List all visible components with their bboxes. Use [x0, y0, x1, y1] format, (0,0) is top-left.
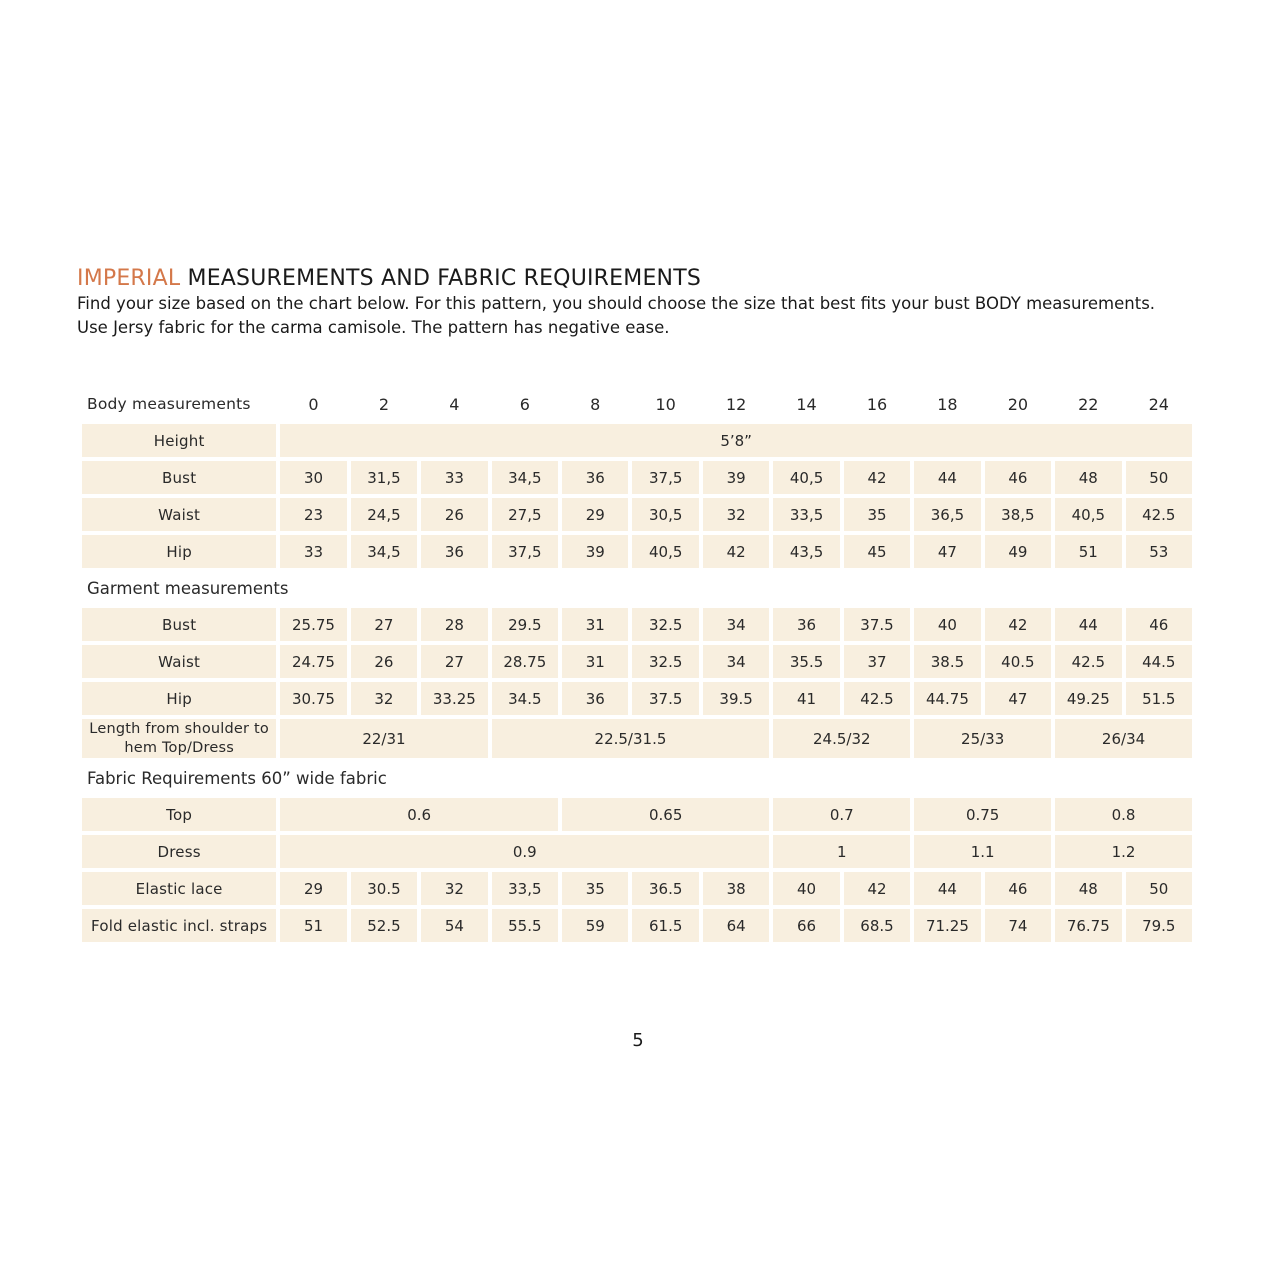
garment-hip-cell: 33.25 — [421, 682, 487, 715]
garment-hip-cell: 39.5 — [703, 682, 769, 715]
body-hip-cell: 33 — [280, 535, 346, 568]
size-header: 6 — [519, 394, 530, 414]
garment-waist-cell: 28.75 — [492, 645, 558, 678]
body-hip-cell: 51 — [1055, 535, 1121, 568]
row-label-bust: Bust — [82, 461, 276, 494]
table-row — [82, 498, 1192, 531]
fold-elastic-cell: 79.5 — [1126, 909, 1192, 942]
dress-cell: 1.2 — [1055, 835, 1192, 868]
garment-bust-cell: 29.5 — [492, 608, 558, 641]
garment-waist-cell: 26 — [351, 645, 417, 678]
body-waist-cell: 27,5 — [492, 498, 558, 531]
intro-text — [77, 292, 1227, 339]
size-header: 18 — [937, 394, 958, 414]
table-row — [82, 719, 1192, 758]
garment-bust-cell: 34 — [703, 608, 769, 641]
garment-waist-cell: 44.5 — [1126, 645, 1192, 678]
top-cell: 0.65 — [562, 798, 769, 831]
row-label-fold-elastic: Fold elastic incl. straps — [82, 909, 276, 942]
garment-hip-cell: 34.5 — [492, 682, 558, 715]
body-hip-cell: 53 — [1126, 535, 1192, 568]
size-header: 0 — [308, 394, 319, 414]
body-waist-cell: 35 — [844, 498, 910, 531]
fold-elastic-cell: 61.5 — [632, 909, 698, 942]
size-header: 8 — [590, 394, 601, 414]
table-row — [82, 461, 1192, 494]
fold-elastic-cell: 64 — [703, 909, 769, 942]
garment-hip-cell: 51.5 — [1126, 682, 1192, 715]
fold-elastic-cell: 76.75 — [1055, 909, 1121, 942]
table-row — [82, 909, 1192, 942]
size-header: 24 — [1148, 394, 1169, 414]
garment-bust-cell: 40 — [914, 608, 980, 641]
body-hip-cell: 45 — [844, 535, 910, 568]
title-rest: MEASUREMENTS AND FABRIC REQUIREMENTS — [180, 266, 702, 291]
garment-hip-cell: 42.5 — [844, 682, 910, 715]
elastic-lace-cell: 44 — [914, 872, 980, 905]
size-header: 20 — [1007, 394, 1029, 414]
body-hip-cell: 47 — [914, 535, 980, 568]
length-cell: 22.5/31.5 — [492, 719, 770, 758]
body-bust-cell: 44 — [914, 461, 980, 494]
dress-cell: 1 — [773, 835, 910, 868]
table-row — [82, 682, 1192, 715]
garment-bust-cell: 42 — [985, 608, 1051, 641]
row-label-hip: Hip — [82, 535, 276, 568]
section-row — [82, 762, 1192, 794]
title-accent: IMPERIAL — [77, 266, 181, 291]
elastic-lace-cell: 50 — [1126, 872, 1192, 905]
body-waist-cell: 33,5 — [773, 498, 839, 531]
size-header: 14 — [796, 394, 817, 414]
fold-elastic-cell: 51 — [280, 909, 346, 942]
size-header: 22 — [1078, 394, 1099, 414]
fold-elastic-cell: 59 — [562, 909, 628, 942]
fold-elastic-cell: 54 — [421, 909, 487, 942]
table-row — [82, 798, 1192, 831]
garment-bust-cell: 32.5 — [632, 608, 698, 641]
garment-hip-cell: 44.75 — [914, 682, 980, 715]
garment-hip-cell: 41 — [773, 682, 839, 715]
row-label-garment-hip: Hip — [82, 682, 276, 715]
garment-hip-cell: 47 — [985, 682, 1051, 715]
header-label: Body measurements — [87, 395, 251, 413]
size-header: 2 — [378, 394, 390, 414]
elastic-lace-cell: 36.5 — [632, 872, 698, 905]
body-bust-cell: 30 — [280, 461, 346, 494]
intro-line-1: Find your size based on the chart below. For this pattern, you should choose the size that best fits your bust BODY measurements. — [77, 294, 1156, 313]
size-header: 16 — [866, 394, 888, 414]
table-row — [82, 645, 1192, 678]
body-hip-cell: 40,5 — [632, 535, 698, 568]
body-bust-cell: 40,5 — [773, 461, 839, 494]
table-row — [82, 872, 1192, 905]
length-cell: 26/34 — [1055, 719, 1192, 758]
garment-hip-cell: 32 — [351, 682, 417, 715]
size-header: 12 — [725, 394, 747, 414]
body-hip-cell: 43,5 — [773, 535, 839, 568]
elastic-lace-cell: 32 — [421, 872, 487, 905]
size-header: 4 — [449, 394, 460, 414]
elastic-lace-cell: 33,5 — [492, 872, 558, 905]
body-waist-cell: 29 — [562, 498, 628, 531]
garment-waist-cell: 35.5 — [773, 645, 839, 678]
body-bust-cell: 31,5 — [351, 461, 417, 494]
garment-waist-cell: 24.75 — [280, 645, 346, 678]
table-row — [82, 535, 1192, 568]
row-label-waist: Waist — [82, 498, 276, 531]
body-waist-cell: 23 — [280, 498, 346, 531]
elastic-lace-cell: 29 — [280, 872, 346, 905]
row-label-length — [82, 719, 276, 758]
elastic-lace-cell: 38 — [703, 872, 769, 905]
garment-bust-cell: 44 — [1055, 608, 1121, 641]
garment-waist-cell: 34 — [703, 645, 769, 678]
body-hip-cell: 39 — [562, 535, 628, 568]
garment-hip-cell: 37.5 — [632, 682, 698, 715]
garment-waist-cell: 31 — [562, 645, 628, 678]
elastic-lace-cell: 46 — [985, 872, 1051, 905]
dress-cell: 0.9 — [280, 835, 769, 868]
row-label-garment-waist: Waist — [82, 645, 276, 678]
body-waist-cell: 40,5 — [1055, 498, 1121, 531]
garment-bust-cell: 31 — [562, 608, 628, 641]
garment-hip-cell: 30.75 — [280, 682, 346, 715]
length-cell: 22/31 — [280, 719, 487, 758]
fold-elastic-cell: 66 — [773, 909, 839, 942]
body-bust-cell: 39 — [703, 461, 769, 494]
garment-waist-cell: 27 — [421, 645, 487, 678]
fold-elastic-cell: 71.25 — [914, 909, 980, 942]
body-waist-cell: 38,5 — [985, 498, 1051, 531]
garment-waist-cell: 38.5 — [914, 645, 980, 678]
length-label-line-2: hem Top/Dress — [124, 740, 234, 756]
garment-bust-cell: 37.5 — [844, 608, 910, 641]
intro-line-2: Use Jersy fabric for the carma camisole. The pattern has negative ease. — [77, 317, 670, 337]
garment-bust-cell: 25.75 — [280, 608, 346, 641]
garment-bust-cell: 27 — [351, 608, 417, 641]
body-hip-cell: 42 — [703, 535, 769, 568]
length-cell: 24.5/32 — [773, 719, 910, 758]
fold-elastic-cell: 52.5 — [351, 909, 417, 942]
page-number: 5 — [632, 1030, 644, 1051]
elastic-lace-cell: 40 — [773, 872, 839, 905]
garment-waist-cell: 37 — [844, 645, 910, 678]
body-waist-cell: 42.5 — [1126, 498, 1192, 531]
body-hip-cell: 37,5 — [492, 535, 558, 568]
top-cell: 0.6 — [280, 798, 558, 831]
row-label-elastic-lace: Elastic lace — [82, 872, 276, 905]
length-cell: 25/33 — [914, 719, 1051, 758]
elastic-lace-cell: 35 — [562, 872, 628, 905]
body-bust-cell: 42 — [844, 461, 910, 494]
body-bust-cell: 37,5 — [632, 461, 698, 494]
section-label-garment: Garment measurements — [87, 578, 289, 598]
garment-bust-cell: 28 — [421, 608, 487, 641]
body-waist-cell: 36,5 — [914, 498, 980, 531]
page-title — [77, 266, 701, 291]
length-label-line-1: Length from shoulder to — [89, 721, 269, 737]
garment-waist-cell: 32.5 — [632, 645, 698, 678]
table-row — [82, 608, 1192, 641]
body-bust-cell: 36 — [562, 461, 628, 494]
size-header: 10 — [655, 394, 676, 414]
body-waist-cell: 26 — [421, 498, 487, 531]
garment-waist-cell: 42.5 — [1055, 645, 1121, 678]
top-cell: 0.8 — [1055, 798, 1192, 831]
body-bust-cell: 33 — [421, 461, 487, 494]
elastic-lace-cell: 30.5 — [351, 872, 417, 905]
fold-elastic-cell: 55.5 — [492, 909, 558, 942]
body-hip-cell: 36 — [421, 535, 487, 568]
body-waist-cell: 24,5 — [351, 498, 417, 531]
garment-hip-cell: 49.25 — [1055, 682, 1121, 715]
height-value: 5’8” — [280, 424, 1192, 457]
row-label-top: Top — [82, 798, 276, 831]
top-cell: 0.75 — [914, 798, 1051, 831]
garment-bust-cell: 46 — [1126, 608, 1192, 641]
body-bust-cell: 48 — [1055, 461, 1121, 494]
body-hip-cell: 49 — [985, 535, 1051, 568]
size-chart-table — [78, 384, 1196, 946]
table-row — [82, 424, 1192, 457]
fold-elastic-cell: 68.5 — [844, 909, 910, 942]
garment-bust-cell: 36 — [773, 608, 839, 641]
table-row — [82, 835, 1192, 868]
elastic-lace-cell: 48 — [1055, 872, 1121, 905]
dress-cell: 1.1 — [914, 835, 1051, 868]
body-hip-cell: 34,5 — [351, 535, 417, 568]
section-row — [82, 572, 1192, 604]
body-bust-cell: 46 — [985, 461, 1051, 494]
row-label-garment-bust: Bust — [82, 608, 276, 641]
row-label-height: Height — [82, 424, 276, 457]
garment-waist-cell: 40.5 — [985, 645, 1051, 678]
body-bust-cell: 34,5 — [492, 461, 558, 494]
elastic-lace-cell: 42 — [844, 872, 910, 905]
body-waist-cell: 32 — [703, 498, 769, 531]
table-header-row — [82, 388, 1192, 420]
body-waist-cell: 30,5 — [632, 498, 698, 531]
row-label-dress: Dress — [82, 835, 276, 868]
top-cell: 0.7 — [773, 798, 910, 831]
body-bust-cell: 50 — [1126, 461, 1192, 494]
fold-elastic-cell: 74 — [985, 909, 1051, 942]
section-label-fabric: Fabric Requirements 60” wide fabric — [87, 768, 387, 788]
garment-hip-cell: 36 — [562, 682, 628, 715]
